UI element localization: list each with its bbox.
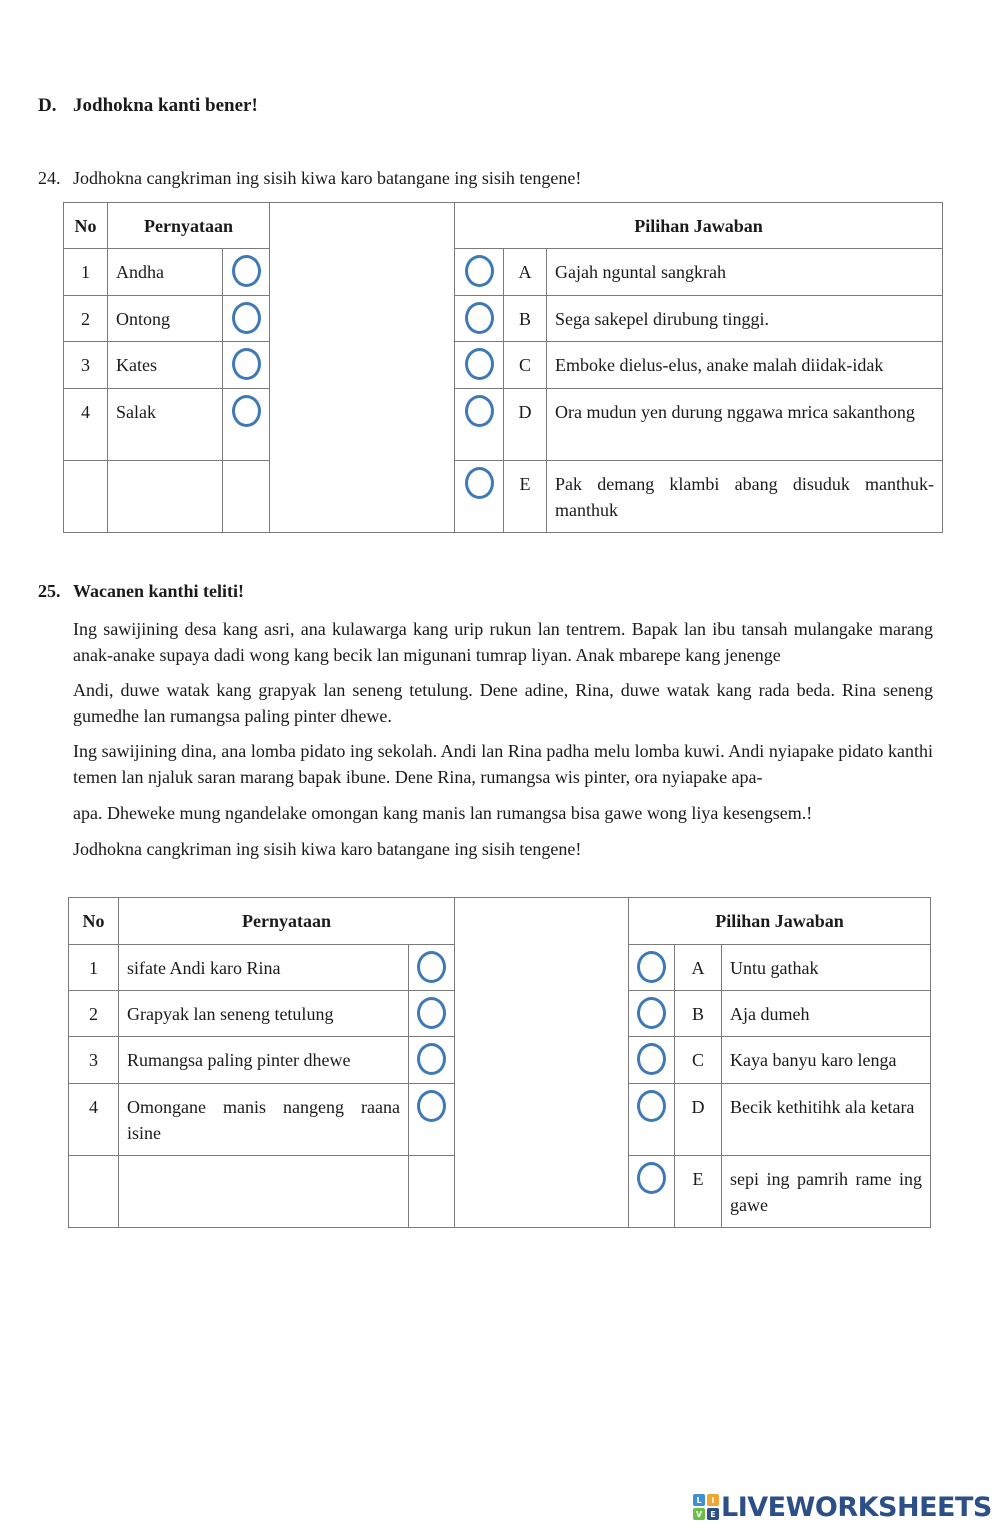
q25-title <box>38 581 244 602</box>
gap-column <box>455 898 629 1228</box>
option-text: Sega sakepel dirubung tinggi. <box>547 296 943 342</box>
option-b-connector-circle[interactable] <box>637 997 666 1029</box>
q25-matching-table <box>68 897 931 1228</box>
statement-4-connector-circle[interactable] <box>417 1090 446 1122</box>
statement-1-connector-circle[interactable] <box>417 951 446 983</box>
statement-no: 4 <box>69 1084 119 1156</box>
section-heading <box>38 95 258 117</box>
option-text: Emboke dielus-elus, anake malah diidak-idak <box>547 342 943 389</box>
option-letter: E <box>675 1156 722 1228</box>
option-b-connector-circle[interactable] <box>465 302 494 334</box>
header-no: No <box>69 898 119 945</box>
option-letter: A <box>504 249 547 296</box>
option-text: Pak demang klambi abang disuduk manthuk-manthuk <box>547 461 943 533</box>
empty-cell <box>64 461 108 533</box>
logo-text: LIVEWORKSHEETS <box>721 1491 992 1523</box>
gap-column <box>270 203 455 533</box>
empty-cell <box>409 1156 455 1228</box>
header-answers: Pilihan Jawaban <box>629 898 931 945</box>
q24-matching-table <box>63 202 943 533</box>
statement-1-connector-circle[interactable] <box>232 255 261 287</box>
q24-instruction <box>38 168 581 189</box>
reading-paragraph: Ing sawijining dina, ana lomba pidato ing sekolah. Andi lan Rina padha melu lomba kuwi. Andi nyiapake pidato kanthi temen lan njaluk saran marang bapak ibune. Dene Rina, rumangsa wis pinter, ora nyiapake apa- <box>73 741 933 787</box>
statement-text: Kates <box>108 342 223 389</box>
logo-mark-i: I <box>707 1494 719 1506</box>
statement-3-connector-circle[interactable] <box>417 1043 446 1075</box>
option-letter: D <box>675 1084 722 1156</box>
option-text: Ora mudun yen durung nggawa mrica sakanthong <box>547 389 943 461</box>
reading-paragraph: Ing sawijining desa kang asri, ana kulawarga kang urip rukun lan tentrem. Bapak lan ibu tansah mulangake marang anak-anake supaya dadi wong kang becik lan migunani tumrap liyan. Anak mbarepe kang jenenge <box>73 619 933 665</box>
statement-no: 2 <box>69 991 119 1037</box>
statement-text: sifate Andi karo Rina <box>119 945 409 991</box>
empty-cell <box>108 461 223 533</box>
table-row <box>64 249 943 296</box>
empty-cell <box>223 461 270 533</box>
statement-2-connector-circle[interactable] <box>232 302 261 334</box>
option-text: Becik kethitihk ala ketara <box>722 1084 931 1156</box>
statement-no: 3 <box>69 1037 119 1084</box>
option-letter: A <box>675 945 722 991</box>
option-letter: C <box>675 1037 722 1084</box>
option-text: Gajah nguntal sangkrah <box>547 249 943 296</box>
option-a-connector-circle[interactable] <box>465 255 494 287</box>
reading-paragraph: Andi, duwe watak kang grapyak lan seneng tetulung. Dene adine, Rina, duwe watak kang rada beda. Rina seneng gumedhe lan rumangsa paling pinter dhewe. <box>73 680 933 726</box>
option-d-connector-circle[interactable] <box>465 395 494 427</box>
statement-text: Andha <box>108 249 223 296</box>
header-statement: Pernyataan <box>108 203 270 249</box>
option-text: Kaya banyu karo lenga <box>722 1037 931 1084</box>
q24-instruction-text: Jodhokna cangkriman ing sisih kiwa karo batangane ing sisih tengene! <box>73 168 582 188</box>
option-letter: D <box>504 389 547 461</box>
table-row <box>64 342 943 389</box>
option-c-connector-circle[interactable] <box>465 348 494 380</box>
option-letter: B <box>504 296 547 342</box>
option-c-connector-circle[interactable] <box>637 1043 666 1075</box>
empty-cell <box>69 1156 119 1228</box>
q25-instruction: Jodhokna cangkriman ing sisih kiwa karo batangane ing sisih tengene! <box>73 839 582 859</box>
liveworksheets-logo <box>693 1490 992 1524</box>
statement-text: Omongane manis nangeng raana isine <box>119 1084 409 1156</box>
header-statement: Pernyataan <box>119 898 455 945</box>
table-row <box>64 389 943 461</box>
table-header-row <box>64 203 943 249</box>
header-answers: Pilihan Jawaban <box>455 203 943 249</box>
statement-no: 2 <box>64 296 108 342</box>
option-text: sepi ing pamrih rame ing gawe <box>722 1156 931 1228</box>
option-e-connector-circle[interactable] <box>465 467 494 499</box>
statement-no: 1 <box>69 945 119 991</box>
reading-paragraph: apa. Dheweke mung ngandelake omongan kang manis lan rumangsa bisa gawe wong liya kesengsem.! <box>73 803 813 823</box>
section-label: D. <box>38 95 57 116</box>
q25-title-text: Wacanen kanthi teliti! <box>73 581 245 601</box>
statement-4-connector-circle[interactable] <box>232 395 261 427</box>
statement-2-connector-circle[interactable] <box>417 997 446 1029</box>
statement-no: 3 <box>64 342 108 389</box>
option-letter: C <box>504 342 547 389</box>
table-row <box>64 461 943 533</box>
statement-text: Ontong <box>108 296 223 342</box>
option-letter: E <box>504 461 547 533</box>
q24-number: 24. <box>38 168 61 188</box>
section-title: Jodhokna kanti bener! <box>73 95 258 116</box>
logo-mark-v: V <box>693 1508 705 1520</box>
logo-mark-icon <box>693 1494 719 1520</box>
option-letter: B <box>675 991 722 1037</box>
statement-3-connector-circle[interactable] <box>232 348 261 380</box>
option-e-connector-circle[interactable] <box>637 1162 666 1194</box>
logo-mark-l: L <box>693 1494 705 1506</box>
header-no: No <box>64 203 108 249</box>
table-header-row <box>69 898 931 945</box>
statement-text: Salak <box>108 389 223 461</box>
logo-mark-e: E <box>707 1508 719 1520</box>
option-text: Untu gathak <box>722 945 931 991</box>
statement-text: Rumangsa paling pinter dhewe <box>119 1037 409 1084</box>
table-row <box>64 296 943 342</box>
option-a-connector-circle[interactable] <box>637 951 666 983</box>
statement-no: 1 <box>64 249 108 296</box>
option-d-connector-circle[interactable] <box>637 1090 666 1122</box>
option-text: Aja dumeh <box>722 991 931 1037</box>
q25-number: 25. <box>38 581 61 601</box>
statement-no: 4 <box>64 389 108 461</box>
empty-cell <box>119 1156 409 1228</box>
statement-text: Grapyak lan seneng tetulung <box>119 991 409 1037</box>
